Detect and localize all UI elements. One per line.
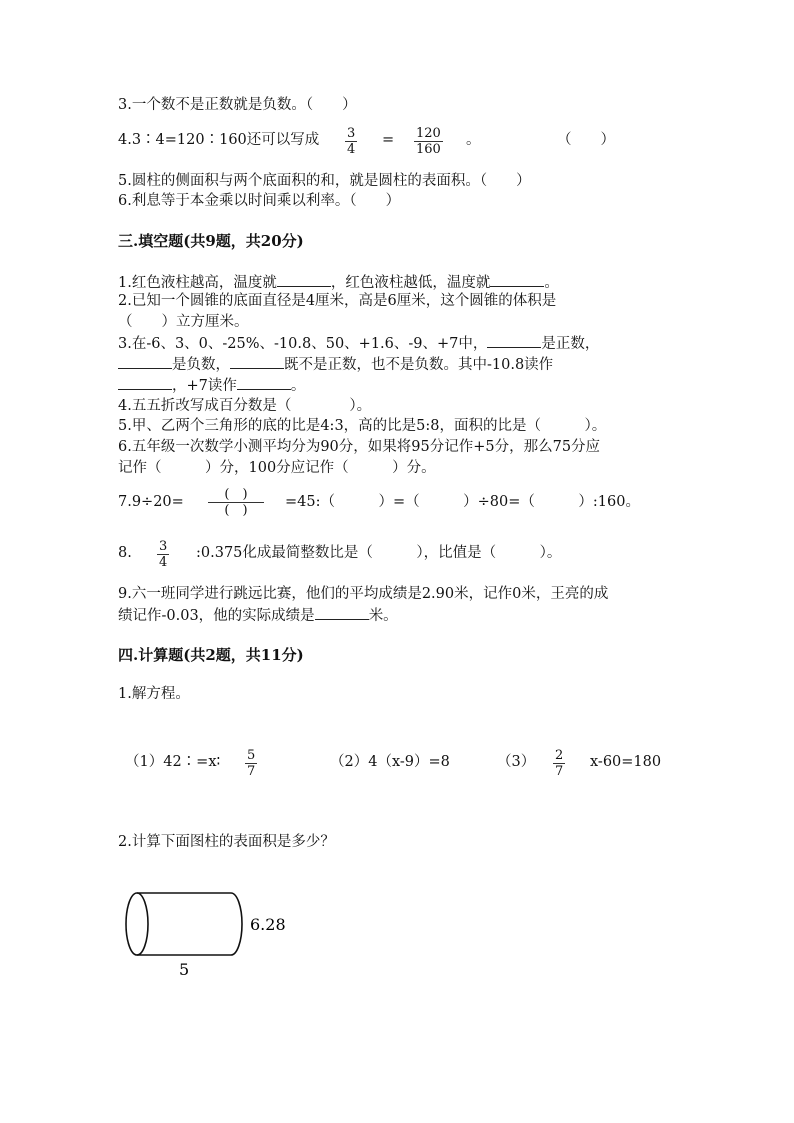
cylinder-diagram <box>118 885 298 980</box>
fraction-numerator: 5 <box>247 748 256 763</box>
q7-blank-fraction <box>208 487 264 518</box>
judge-question-3: 3.一个数不是正数就是负数。（ ） <box>118 97 357 113</box>
q3-text-a: 3.在-6、3、0、-25%、-10.8、50、+1.6、-9、+7中， <box>118 336 488 352</box>
answer-blank[interactable] <box>277 272 331 287</box>
fraction-numerator: 120 <box>416 126 441 141</box>
q1-text-c: 。 <box>544 275 559 291</box>
fraction-denominator: ( ) <box>208 502 264 518</box>
fill-question-8-lead: 8. <box>118 545 132 561</box>
judge-q4-equals: = <box>382 132 395 148</box>
equation-1-fraction <box>245 748 257 779</box>
fill-question-3-line3 <box>118 375 305 396</box>
equation-3-fraction <box>553 748 565 779</box>
answer-blank[interactable] <box>237 375 291 390</box>
equation-3-rest: x-60=180 <box>590 754 662 770</box>
cylinder-right-base <box>231 893 242 955</box>
fraction-numerator: 3 <box>347 126 356 141</box>
judge-q4-fraction-120-160 <box>414 126 443 157</box>
equation-2: （2）4（x-9）=8 <box>330 754 450 770</box>
cylinder-height-label: 6.28 <box>250 915 286 934</box>
q3-text-b: 是正数， <box>541 336 600 352</box>
judge-question-6: 6.利息等于本金乘以时间乘以利率。（ ） <box>118 193 401 209</box>
q1-text-b: ，红色液柱越低，温度就 <box>330 275 491 291</box>
answer-blank[interactable] <box>118 375 172 390</box>
answer-blank[interactable] <box>490 272 544 287</box>
q9-text-c: 米。 <box>368 608 398 624</box>
fraction-denominator: 7 <box>555 764 564 779</box>
fill-question-1 <box>118 272 559 293</box>
judge-question-5: 5.圆柱的侧面积与两个底面积的和，就是圆柱的表面积。（ ） <box>118 173 531 189</box>
q3-text-c: 是负数， <box>172 357 230 373</box>
q3-text-e: ，+7读作 <box>172 378 237 394</box>
fill-question-9-line2 <box>118 605 398 626</box>
equation-1-lead: （1）42∶=x∶ <box>125 754 221 770</box>
judge-q4-answer-paren: （ ） <box>557 132 615 148</box>
fill-question-7-lead: 7.9÷20= <box>118 494 184 510</box>
fill-question-2-line1: 2.已知一个圆锥的底面直径是4厘米，高是6厘米，这个圆锥的体积是 <box>118 293 557 309</box>
fraction-numerator: ( ) <box>224 487 248 502</box>
q1-text-a: 1.红色液柱越高，温度就 <box>118 275 277 291</box>
fraction-numerator: 2 <box>555 748 564 763</box>
calc-section-heading: 四.计算题(共2题，共11分) <box>118 646 304 664</box>
calc-question-2: 2.计算下面图柱的表面积是多少？ <box>118 834 335 850</box>
fill-question-5: 5.甲、乙两个三角形的底的比是4:3，高的比是5:8，面积的比是（ ）。 <box>118 418 607 434</box>
calc-question-1: 1.解方程。 <box>118 686 190 702</box>
judge-q4-fraction-3-4 <box>345 126 357 157</box>
q9-text-b: 绩记作-0.03，他的实际成绩是 <box>118 608 315 624</box>
fraction-numerator: 3 <box>159 539 168 554</box>
judge-q4-period: 。 <box>466 132 481 148</box>
fill-question-6-line2: 记作（ ）分，100分应记作（ ）分。 <box>118 460 436 476</box>
q3-text-d: 既不是正数，也不是负数。其中-10.8读作 <box>284 357 554 373</box>
fill-question-7-rest: =45:（ ）=（ ）÷80=（ ）:160。 <box>285 494 640 510</box>
equation-3-lead: （3） <box>497 754 536 770</box>
fraction-denominator: 7 <box>247 764 256 779</box>
fill-question-6-line1: 6.五年级一次数学小测平均分为90分，如果将95分记作+5分，那么75分应 <box>118 439 601 455</box>
q8-fraction-3-4 <box>157 539 169 570</box>
fill-question-3-line2 <box>118 354 553 375</box>
fill-section-heading: 三.填空题(共9题，共20分) <box>118 232 304 250</box>
q3-text-f: 。 <box>290 378 306 394</box>
answer-blank[interactable] <box>315 605 369 620</box>
fill-question-9-line1: 9.六一班同学进行跳远比赛，他们的平均成绩是2.90米，记作0米，王亮的成 <box>118 586 609 602</box>
fraction-denominator: 160 <box>416 142 441 157</box>
fill-question-2-line2: （ ）立方厘米。 <box>118 314 249 330</box>
fill-question-8-rest: :0.375化成最简整数比是（ ），比值是（ ）。 <box>196 545 562 561</box>
fill-question-3-line1 <box>118 333 599 354</box>
fill-question-4: 4.五五折改写成百分数是（ ）。 <box>118 398 372 414</box>
cylinder-left-base <box>126 893 148 955</box>
fraction-denominator: 4 <box>347 142 356 157</box>
fraction-denominator: 4 <box>159 555 168 570</box>
cylinder-length-label: 5 <box>179 960 190 979</box>
answer-blank[interactable] <box>230 354 284 369</box>
answer-blank[interactable] <box>118 354 172 369</box>
judge-question-4-lead: 4.3∶4=120∶160还可以写成 <box>118 132 320 148</box>
answer-blank[interactable] <box>487 333 541 348</box>
